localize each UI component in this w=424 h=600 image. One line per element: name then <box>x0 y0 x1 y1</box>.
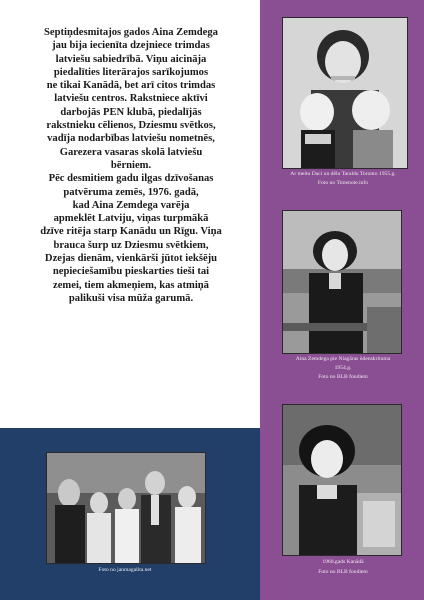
niagara-photo <box>282 210 402 354</box>
family-photo <box>282 17 408 169</box>
niagara-photo-credit: Foto no BLB fondiem <box>318 374 368 380</box>
niagara-photo-year: 1954.g. <box>334 365 352 371</box>
kanada-photo <box>282 404 402 556</box>
kanada-photo-caption: 1960.gads Kanādā <box>322 559 364 565</box>
niagara-photo-caption: Aina Zemdega pie Niagāras ūdenskrituma <box>295 356 391 362</box>
family-photo-credit: Foto no Timenote.info <box>317 180 369 186</box>
bottom-left-panel <box>0 428 260 600</box>
text-panel <box>0 0 260 428</box>
main-text: Septiņdesmitajos gados Aina Zemdega jau bija iecienīta dzejniece trimdas latviešu sabiedrībā. Viņu aicināja piedalīties literārajos sarīkojumos ne tikai Kanādā, bet arī citos trimdas latviešu centros. Rakstniece aktīvi darbojās PEN klubā, piedalījās rakstnieku cēlienos, Dziesmu svētkos, vadīja nodarbības latviešu nometnēs, Garezera vasaras skolā latviešu bērniem. Pēc desmitiem gadu ilgas dzīvošanas patvēruma zemēs, 1976. gadā, kad Aina Zemdega varēja apmeklēt Latviju, viņas turpmākā dzīve ritēja starp Kanādu un Rīgu. Viņa brauca šurp uz Dziesmu svētkiem, Dzejas dienām, vienkārši jūtot iekšēju nepieciešamību pieskarties tieši tai zemei, tiem akmeņiem, kas atmiņā palikuši visa mūža garumā. <box>40 27 222 304</box>
group-photo <box>46 452 206 564</box>
kanada-photo-credit: Foto no BLB fondiem <box>318 569 368 575</box>
family-photo-caption: Ar meitu Daci un dēlu Taraldu Toronto 1955.g. <box>290 171 396 177</box>
photo-column <box>260 0 424 600</box>
group-photo-credit: Foto no janmagalita.net <box>98 567 152 573</box>
